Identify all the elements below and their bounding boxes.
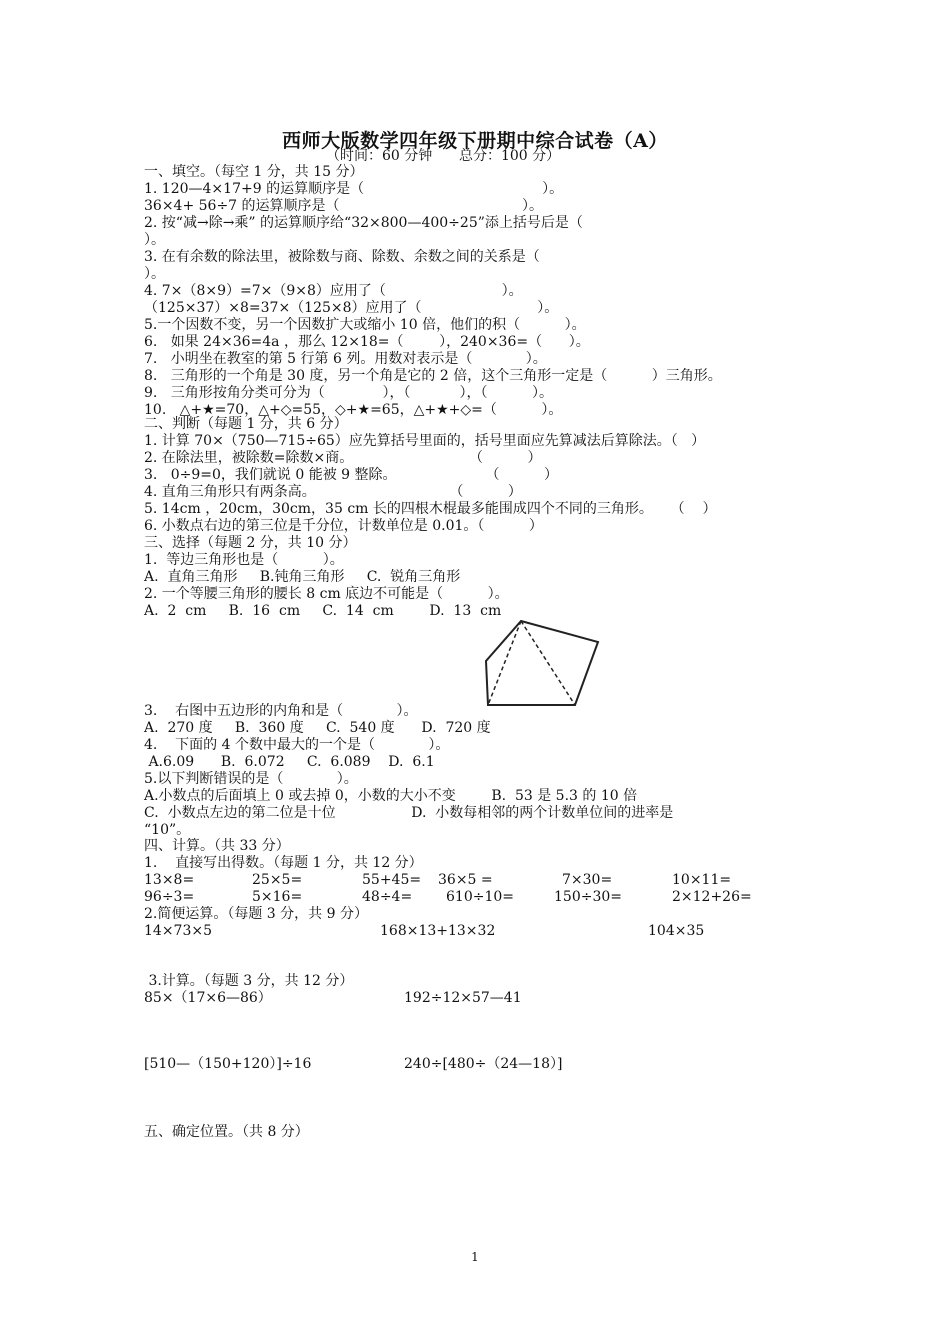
question-line: （125×37）×8=37×（125×8）应用了（ ）。 (144, 300, 559, 316)
oral-calc-item: 25×5= (252, 872, 303, 888)
question-line: 2. 在除法里，被除数=除数×商。 （ ） (144, 450, 542, 466)
question-line: 9. 三角形按角分类可分为（ ），（ ），（ ）。 (144, 385, 554, 401)
oral-calc-item: 96÷3= (144, 889, 195, 905)
question-line: 3. 右图中五边形的内角和是（ ）。 (144, 703, 418, 719)
question-line: A. 270 度 B. 360 度 C. 540 度 D. 720 度 (144, 720, 491, 736)
question-line: 2. 一个等腰三角形的腰长 8 cm 底边不可能是（ ）。 (144, 586, 509, 602)
question-line: 5.一个因数不变，另一个因数扩大或缩小 10 倍，他们的积（ ）。 (144, 317, 586, 333)
calc-item: 192÷12×57—41 (404, 990, 522, 1006)
oral-calc-item: 13×8= (144, 872, 195, 888)
section-1-heading: 一、填空。（每空 1 分，共 15 分） (144, 164, 364, 180)
exam-subtitle: （时间：60 分钟 总分：100 分） (326, 148, 561, 164)
question-line: 10. △+★=70，△+◇=55，◇+★=65，△+★+◇=（ ）。 (144, 402, 563, 418)
oral-calc-item: 150÷30= (554, 889, 622, 905)
simplify-item: 168×13+13×32 (380, 923, 496, 939)
section-2-heading: 二、判断（每题 1 分，共 6 分） (144, 416, 348, 432)
question-line: A.小数点的后面填上 0 或去掉 0，小数的大小不变 B. 53 是 5.3 的 10 倍 (144, 788, 638, 804)
page-number: 1 (471, 1250, 479, 1264)
page-title: 西师大版数学四年级下册期中综合试卷（A） (282, 130, 668, 152)
question-line: 6. 如果 24×36=4a ，那么 12×18=（ ），240×36=（ ）。 (144, 334, 590, 350)
calc-item: 85×（17×6—86） (144, 990, 272, 1006)
question-line: 5.以下判断错误的是（ ）。 (144, 771, 358, 787)
section-5-heading: 五、确定位置。（共 8 分） (144, 1124, 309, 1140)
diagonal-line (488, 621, 521, 705)
question-line: 3. 在有余数的除法里，被除数与商、除数、余数之间的关系是（ (144, 249, 540, 265)
section-4-heading: 四、计算。（共 33 分） (144, 838, 290, 854)
question-line: A. 直角三角形 B.钝角三角形 C. 锐角三角形 (144, 569, 461, 585)
question-line: 4. 下面的 4 个数中最大的一个是（ ）。 (144, 737, 450, 753)
question-line: 1. 120—4×17+9 的运算顺序是（ ）。 (144, 181, 564, 197)
subsection-heading: 1. 直接写出得数。（每题 1 分，共 12 分） (144, 855, 423, 871)
oral-calc-item: 610÷10= (446, 889, 514, 905)
question-line: 2. 按“减→除→乘” 的运算顺序给“32×800—400÷25”添上括号后是（ (144, 215, 583, 231)
question-line: 1. 计算 70×（750—715÷65）应先算括号里面的，括号里面应先算减法后算除法。（ ） (144, 433, 706, 449)
question-line: 36×4+ 56÷7 的运算顺序是（ ）。 (144, 198, 543, 214)
question-line: 1. 等边三角形也是（ ）。 (144, 552, 344, 568)
subsection-heading: 3.计算。（每题 3 分，共 12 分） (144, 973, 354, 989)
question-line: A.6.09 B. 6.072 C. 6.089 D. 6.1 (144, 754, 435, 770)
question-line: 5. 14cm ，20cm，30cm，35 cm 长的四根木棍最多能围成四个不同的三角形。 （ ） (144, 501, 717, 517)
calc-item: 240÷[480÷（24—18）] (404, 1056, 563, 1072)
oral-calc-item: 7×30= (562, 872, 613, 888)
oral-calc-item: 55+45= (362, 872, 422, 888)
simplify-item: 14×73×5 (144, 923, 212, 939)
question-line: 7. 小明坐在教室的第 5 行第 6 列。用数对表示是（ ）。 (144, 351, 547, 367)
question-line: ）。 (144, 232, 165, 248)
question-line: 4. 直角三角形只有两条高。 （ ） (144, 484, 522, 500)
calc-item: [510—（150+120）]÷16 (144, 1056, 312, 1072)
question-line: 3. 0÷9=0，我们就说 0 能被 9 整除。 （ ） (144, 467, 559, 483)
oral-calc-item: 36×5 = (438, 872, 493, 888)
oral-calc-item: 2×12+26= (672, 889, 752, 905)
question-line: 8. 三角形的一个角是 30 度，另一个角是它的 2 倍，这个三角形一定是（ ）三角形。 (144, 368, 722, 384)
question-line: “10”。 (144, 822, 191, 838)
question-line: 4. 7×（8×9）=7×（9×8）应用了（ ）。 (144, 283, 523, 299)
simplify-item: 104×35 (648, 923, 705, 939)
oral-calc-item: 5×16= (252, 889, 303, 905)
section-3-heading: 三、选择（每题 2 分，共 10 分） (144, 535, 357, 551)
question-line: C. 小数点左边的第二位是十位 D. 小数每相邻的两个计数单位间的进率是 (144, 805, 674, 821)
subsection-heading: 2.简便运算。（每题 3 分，共 9 分） (144, 906, 368, 922)
question-line: A. 2 cm B. 16 cm C. 14 cm D. 13 cm (144, 603, 502, 619)
pentagon-outline (486, 621, 598, 705)
question-line: ）。 (144, 266, 165, 282)
oral-calc-item: 48÷4= (362, 889, 413, 905)
question-line: 6. 小数点右边的第三位是千分位，计数单位是 0.01。（ ） (144, 518, 543, 534)
pentagon-figure (483, 618, 603, 710)
oral-calc-item: 10×11= (672, 872, 732, 888)
